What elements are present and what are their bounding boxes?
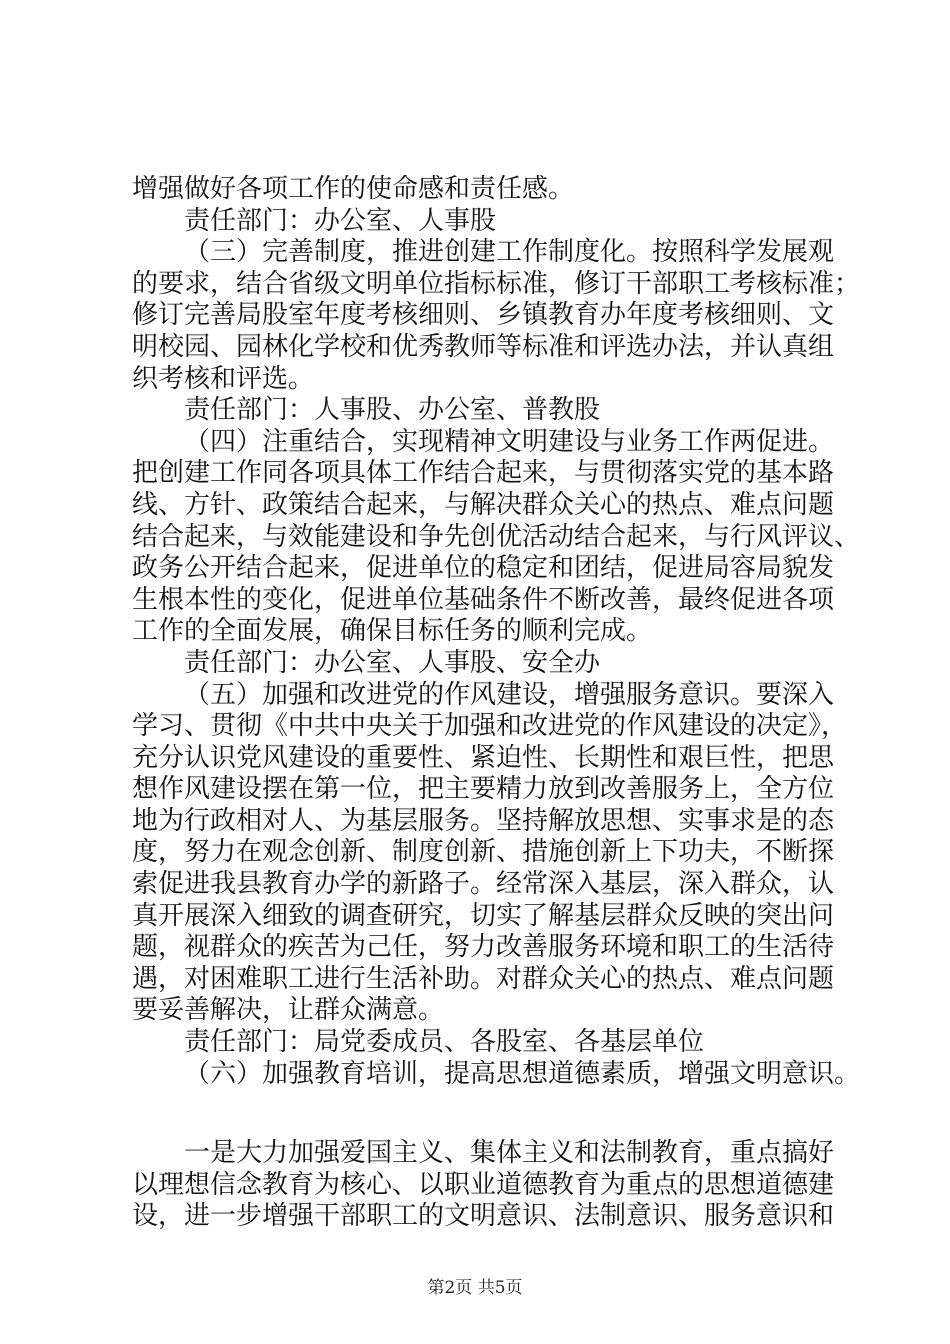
section-heading-line: （三）完善制度，推进创建工作制度化。按照科学发展观 <box>184 237 835 268</box>
body-line: 遇，对困难职工进行生活补助。对群众关心的热点、难点问题 <box>132 963 835 994</box>
document-body <box>132 174 861 1233</box>
paragraph-gap <box>132 1090 832 1138</box>
page-footer <box>0 1278 950 1298</box>
body-line: 政务公开结合起来，促进单位的稳定和团结，促进局容局貌发 <box>132 553 835 584</box>
responsible-dept-line: 责任部门：办公室、人事股、安全办 <box>184 647 601 678</box>
section-heading-line: （四）注重结合，实现精神文明建设与业务工作两促进。 <box>184 426 835 457</box>
responsible-dept-line: 责任部门：局党委成员、各股室、各基层单位 <box>184 1027 705 1058</box>
body-line: 题，视群众的疾苦为己任，努力改善服务环境和职工的生活待 <box>132 932 835 963</box>
body-line: 明校园、园林化学校和优秀教师等标准和评选办法，并认真组 <box>132 331 835 362</box>
body-line: 索促进我县教育办学的新路子。经常深入基层，深入群众，认 <box>132 869 835 900</box>
responsible-dept-line: 责任部门：人事股、办公室、普教股 <box>184 395 601 426</box>
section-heading-line: （五）加强和改进党的作风建设，增强服务意识。要深入 <box>184 679 835 710</box>
body-line: 一是大力加强爱国主义、集体主义和法制教育，重点搞好 <box>184 1138 835 1169</box>
body-line: 想作风建设摆在第一位，把主要精力放到改善服务上，全方位 <box>132 774 835 805</box>
body-line: 真开展深入细致的调查研究，切实了解基层群众反映的突出问 <box>132 900 835 931</box>
page-number-label: 第2页 共5页 <box>427 1278 523 1298</box>
body-line: 线、方针、政策结合起来，与解决群众关心的热点、难点问题 <box>132 489 835 520</box>
body-line: 织考核和评选。 <box>132 363 315 394</box>
body-line: 把创建工作同各项具体工作结合起来，与贯彻落实党的基本路 <box>132 458 835 489</box>
body-line: 度，努力在观念创新、制度创新、措施创新上下功夫，不断探 <box>132 837 835 868</box>
body-line: 学习、贯彻《中共中央关于加强和改进党的作风建设的决定》， <box>132 711 848 742</box>
responsible-dept-line: 责任部门：办公室、人事股 <box>184 205 497 236</box>
body-line: 充分认识党风建设的重要性、紧迫性、长期性和艰巨性，把思 <box>132 742 835 773</box>
body-line: 结合起来，与效能建设和争先创优活动结合起来，与行风评议、 <box>132 521 861 552</box>
body-line: 地为行政相对人、为基层服务。坚持解放思想、实事求是的态 <box>132 805 835 836</box>
body-line: 的要求，结合省级文明单位指标标准，修订干部职工考核标准； <box>132 268 861 299</box>
body-line: 生根本性的变化，促进单位基础条件不断改善，最终促进各项 <box>132 584 835 615</box>
body-line: 要妥善解决，让群众满意。 <box>132 995 445 1026</box>
body-line: 工作的全面发展，确保目标任务的顺利完成。 <box>132 616 653 647</box>
body-line: 设，进一步增强干部职工的文明意识、法制意识、服务意识和 <box>132 1201 835 1232</box>
body-line: 增强做好各项工作的使命感和责任感。 <box>132 174 575 204</box>
body-line: 以理想信念教育为核心、以职业道德教育为重点的思想道德建 <box>132 1169 835 1200</box>
section-heading-line: （六）加强教育培训，提高思想道德素质，增强文明意识。 <box>184 1058 861 1089</box>
body-line: 修订完善局股室年度考核细则、乡镇教育办年度考核细则、文 <box>132 300 835 331</box>
